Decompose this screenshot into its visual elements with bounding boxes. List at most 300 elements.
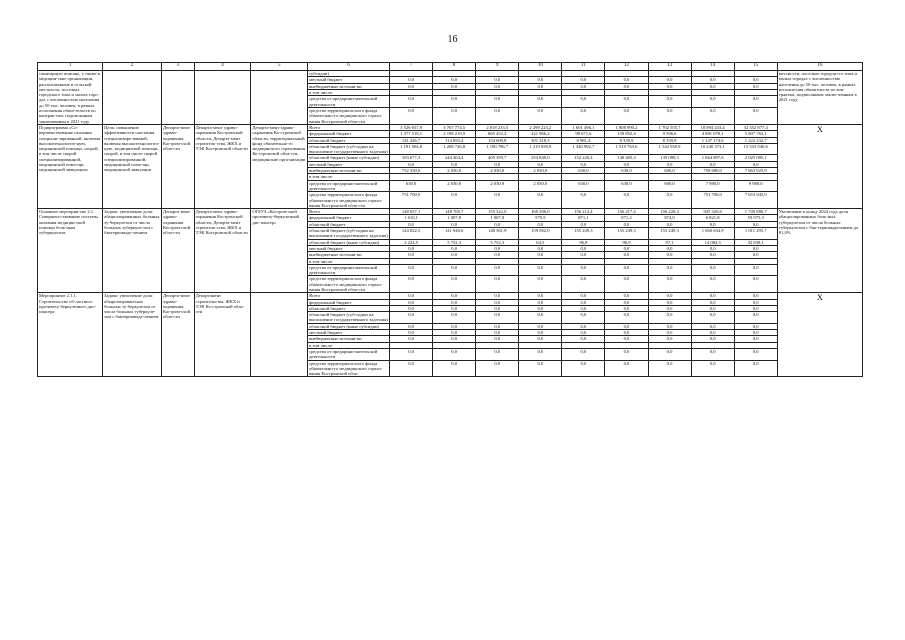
- amount-cell: 0,0: [562, 312, 605, 324]
- amount-cell: 139 089,3: [648, 155, 691, 161]
- amount-cell: 0,0: [519, 348, 562, 360]
- amount-cell: 2 030,0: [433, 168, 476, 174]
- column-number: 5: [251, 63, 308, 71]
- amount-cell: 2 030,0: [476, 180, 519, 192]
- amount-cell: 0,0: [433, 360, 476, 377]
- amount-cell: 152 220,4: [562, 155, 605, 161]
- column-number: 9: [476, 63, 519, 71]
- goal-cell: Цель: повышение эффективности ока-зания специализиро-ванной, включая высокотехнологич-ную, медицинской помощи, скорой, в том числе скорой специализированной, медицинской помо-щи, медицинской эвакуации: [103, 124, 162, 208]
- amount-cell: 0,0: [519, 192, 562, 209]
- amount-cell: 0,0: [562, 276, 605, 293]
- amount-cell: 0,0: [390, 305, 433, 311]
- amount-cell: 4 881 078,1: [691, 131, 734, 137]
- amount-cell: 0,0: [605, 336, 648, 342]
- amount-cell: 244 304,4: [433, 155, 476, 161]
- amount-cell: 5 807 763,1: [734, 131, 777, 137]
- amount-cell: 14 084,3: [691, 239, 734, 245]
- amount-cell: 871,2: [605, 215, 648, 221]
- amount-cell: 1 147 174,6: [691, 137, 734, 143]
- amount-cell: 148 700,7: [433, 209, 476, 215]
- amount-cell: 0,0: [648, 330, 691, 336]
- column-number: 12: [605, 63, 648, 71]
- amount-cell: 0,0: [390, 107, 433, 124]
- amount-cell: 0,0: [605, 330, 648, 336]
- amount-cell: 0,0: [519, 96, 562, 108]
- source-label: федеральный бюджет: [308, 215, 390, 221]
- amount-cell: 0,0: [691, 293, 734, 299]
- source-label: федеральный бюджет: [308, 299, 390, 305]
- amount-cell: 0,0: [433, 221, 476, 227]
- amount-cell: 1 377 519,1: [390, 131, 433, 137]
- amount-cell: 0,0: [476, 252, 519, 258]
- amount-cell: 0,0: [691, 221, 734, 227]
- amount-cell: 865 452,2: [476, 131, 519, 137]
- amount-cell: 0,0: [691, 264, 734, 276]
- amount-cell: 0,0: [519, 77, 562, 83]
- amount-cell: 0,0: [691, 305, 734, 311]
- column-number: 14: [691, 63, 734, 71]
- amount-cell: 0,0: [476, 305, 519, 311]
- source-label: субсидии): [308, 71, 390, 77]
- coordinator-cell: Департа-мент здраво-охранения Костром-ской обла-сти: [162, 293, 195, 377]
- amount-cell: 1 190 786,7: [476, 143, 519, 155]
- amount-cell: 159 562,0: [519, 228, 562, 240]
- amount-cell: 0,0: [433, 96, 476, 108]
- source-label: внебюджетные источни-ки: [308, 168, 390, 174]
- amount-cell: 2 030,0: [476, 168, 519, 174]
- amount-cell: 0,0: [648, 245, 691, 251]
- source-label: в том числе:: [308, 89, 390, 95]
- amount-cell: 925 320,6: [691, 209, 734, 215]
- amount-cell: 0,0: [734, 96, 777, 108]
- amount-cell: 0,0: [734, 245, 777, 251]
- amount-cell: 0,0: [605, 77, 648, 83]
- source-label: средства территориаль-ного фонда обязательно-го медицинского страхо-вания Костромской обла-сти: [308, 107, 390, 124]
- table-body: [38, 63, 863, 377]
- amount-cell: 0,0: [562, 161, 605, 167]
- amount-cell: 0,0: [648, 323, 691, 329]
- column-number: 2: [103, 63, 162, 71]
- amount-cell: 0,0: [691, 83, 734, 89]
- amount-cell: 0,0: [433, 348, 476, 360]
- source-label: областной бюджет (суб-сидии на выполнение государственного зада-ния): [309, 312, 388, 323]
- amount-cell: 1 222 232,7: [734, 137, 777, 143]
- column-number: 6: [308, 63, 390, 71]
- amount-cell: 3 767 774,5: [433, 124, 476, 130]
- amount-cell: 2 818 233,5: [476, 124, 519, 130]
- amount-cell: 0,0: [734, 360, 777, 377]
- column-number: 13: [648, 63, 691, 71]
- amount-cell: 0,0: [562, 293, 605, 299]
- amount-cell: 0,0: [605, 192, 648, 209]
- amount-cell: 32 352 877,4: [734, 124, 777, 130]
- amount-cell: 0,0: [691, 360, 734, 377]
- amount-cell: 630,0: [390, 180, 433, 192]
- amount-cell: 2 030,0: [433, 180, 476, 192]
- amount-cell: 0,0: [433, 336, 476, 342]
- amount-cell: 0,0: [648, 293, 691, 299]
- amount-cell: 2 299 223,2: [519, 124, 562, 130]
- source-label: областной бюджет (иные субсидии): [308, 239, 390, 245]
- amount-cell: 1 007,8: [433, 215, 476, 221]
- amount-cell: 155 249,3: [648, 228, 691, 240]
- amount-cell: 0,0: [691, 276, 734, 293]
- amount-cell: 0,0: [433, 77, 476, 83]
- amount-cell: 3 526 657,9: [390, 124, 433, 130]
- amount-cell: 0,0: [390, 252, 433, 258]
- amount-cell: 0,0: [476, 293, 519, 299]
- amount-cell: 0,0: [734, 293, 777, 299]
- amount-cell: 0,0: [734, 77, 777, 83]
- amount-cell: 7 653 945,9: [734, 192, 777, 209]
- column-number: 8: [433, 63, 476, 71]
- amount-cell: 2 224,5: [390, 239, 433, 245]
- amount-cell: 0,0: [734, 312, 777, 324]
- amount-cell: 0,0: [562, 221, 605, 227]
- amount-cell: 0,0: [390, 330, 433, 336]
- amount-cell: 0,0: [648, 264, 691, 276]
- coordinator-cell: Департа-мент здраво-охранения Костром-ской обла-сти: [162, 124, 195, 208]
- amount-cell: 0,0: [605, 293, 648, 299]
- amount-cell: 0,0: [691, 161, 734, 167]
- amount-cell: 0,0: [605, 96, 648, 108]
- amount-cell: 0,0: [605, 299, 648, 305]
- amount-cell: 1 007,8: [476, 215, 519, 221]
- amount-cell: 0,0: [390, 264, 433, 276]
- amount-cell: 0,0: [390, 77, 433, 83]
- amount-cell: 0,0: [433, 161, 476, 167]
- amount-cell: 0,0: [390, 96, 433, 108]
- amount-cell: 0,0: [390, 83, 433, 89]
- amount-cell: 600,0: [648, 180, 691, 192]
- amount-cell: 155 322,0: [476, 209, 519, 215]
- amount-cell: 0,0: [519, 323, 562, 329]
- amount-cell: 0,0: [691, 77, 734, 83]
- column-number: 10: [519, 63, 562, 71]
- amount-cell: 0,0: [648, 276, 691, 293]
- amount-cell: 97,1: [648, 239, 691, 245]
- amount-cell: 0,0: [433, 312, 476, 324]
- amount-cell: 156 212,4: [562, 209, 605, 215]
- amount-cell: 0,0: [734, 348, 777, 360]
- amount-cell: 0,0: [562, 96, 605, 108]
- amount-cell: 0,0: [390, 299, 433, 305]
- amount-cell: 0,0: [519, 252, 562, 258]
- amount-cell: 0,0: [648, 305, 691, 311]
- amount-cell: 141 940,6: [433, 228, 476, 240]
- source-label: средства от предприни-мательской деятельности: [308, 264, 390, 276]
- source-label: внебюджетные источни-ки: [308, 252, 390, 258]
- source-label: областной бюджет (иные субсидии): [308, 155, 390, 161]
- amount-cell: 0,0: [433, 305, 476, 311]
- coordinator-cell: Департа-мент здраво-охранения Костром-ской обла-сти: [162, 209, 195, 293]
- amount-cell: 874,0: [648, 215, 691, 221]
- amount-cell: 0,0: [476, 96, 519, 108]
- amount-cell: 154 609,8: [476, 137, 519, 143]
- result-cell: местности, поселках городско-го типа и малых городах с численностью населения до 50 тыс. человек, в рамках исполне-ния обязательств по кон-трактам, подписанным заклю-ченным в 2021 году: [777, 71, 862, 125]
- amount-cell: 0,0: [691, 348, 734, 360]
- amount-cell: 0,0: [648, 348, 691, 360]
- amount-cell: 0,0: [390, 312, 433, 324]
- amount-cell: 0,0: [476, 161, 519, 167]
- amount-cell: 2 198 219,9: [433, 131, 476, 137]
- amount-cell: 0,0: [476, 221, 519, 227]
- amount-cell: 15 533 540,6: [734, 143, 777, 155]
- amount-cell: 0,0: [648, 252, 691, 258]
- source-label: областной бюджет: [308, 221, 390, 227]
- amount-cell: 0,0: [390, 348, 433, 360]
- source-label: средства территориаль-ного фонда обязательно-го медицинского страхо-вания Костромской обла-сти: [308, 276, 390, 293]
- amount-cell: 0,0: [433, 299, 476, 305]
- amount-cell: 0,0: [648, 107, 691, 124]
- amount-cell: 0,0: [648, 312, 691, 324]
- source-label: областной бюджет: [308, 137, 390, 143]
- amount-cell: 0,0: [648, 192, 691, 209]
- amount-cell: 0,0: [476, 77, 519, 83]
- amount-cell: 0,0: [476, 192, 519, 209]
- amount-cell: 0,0: [562, 330, 605, 336]
- amount-cell: 10 240 373,1: [691, 143, 734, 155]
- amount-cell: 0,0: [605, 276, 648, 293]
- column-number: 7: [390, 63, 433, 71]
- goal-cell: Задача: увеличение доли абациллирован-ных больных ту-беркулезом от числа больных туберкуле-зом с бактериовыде-лением: [103, 293, 162, 377]
- amount-cell: 0,0: [734, 276, 777, 293]
- amount-cell: 1 610,1: [390, 215, 433, 221]
- source-label: внебюджетные источни-ки: [308, 336, 390, 342]
- amount-cell: 0,0: [562, 360, 605, 377]
- amount-cell: 0,0: [390, 276, 433, 293]
- amount-cell: 0,0: [433, 323, 476, 329]
- amount-cell: 0,0: [734, 221, 777, 227]
- amount-cell: 579,5: [519, 215, 562, 221]
- column-number: 16: [777, 63, 862, 71]
- amount-cell: 0,0: [734, 299, 777, 305]
- amount-cell: 2 030,0: [519, 180, 562, 192]
- amount-cell: 0,0: [476, 107, 519, 124]
- amount-cell: 155 249,3: [605, 228, 648, 240]
- amount-cell: 0,0: [390, 161, 433, 167]
- source-label: Всего: [308, 209, 390, 215]
- participant-cell: [251, 293, 308, 377]
- amount-cell: 0,0: [605, 83, 648, 89]
- amount-cell: 0,0: [691, 96, 734, 108]
- amount-cell: 114 093,4: [433, 137, 476, 143]
- source-label: областной бюджет (иные субсидии): [308, 323, 390, 329]
- amount-cell: 0,0: [519, 161, 562, 167]
- program-name-cell: Мероприятие 2.1.1. Строительство об-ластного противоту-беркулезного дис-пансера: [38, 293, 103, 377]
- source-label: средства от предприни-мательской деятельности: [308, 348, 390, 360]
- amount-cell: 630,0: [605, 168, 648, 174]
- amount-cell: 0,0: [519, 330, 562, 336]
- amount-cell: 5 752,3: [433, 239, 476, 245]
- amount-cell: 2 025 085,1: [734, 155, 777, 161]
- amount-cell: 0,0: [433, 192, 476, 209]
- amount-cell: 0,0: [562, 83, 605, 89]
- amount-cell: 0,0: [691, 336, 734, 342]
- amount-cell: 0,0: [605, 221, 648, 227]
- amount-cell: 0,0: [390, 221, 433, 227]
- amount-cell: 156 217,4: [605, 209, 648, 215]
- result-cell: X: [777, 124, 862, 208]
- amount-cell: 18 894 433,4: [691, 124, 734, 130]
- amount-cell: 0,0: [605, 264, 648, 276]
- amount-cell: 32 838,1: [734, 239, 777, 245]
- participant-cell: ОГБУЗ «Костром-ской противоту-беркулезный дис-пансер»: [251, 209, 308, 293]
- amount-cell: 0,0: [734, 107, 777, 124]
- amount-cell: 0,0: [734, 336, 777, 342]
- empty-cell: [194, 71, 251, 125]
- amount-cell: 0,0: [734, 83, 777, 89]
- measure-name-cell: санитарную помощь, у также в медицин-ские организации, расположенные в сельской местности, поселках городского типа и малых горо-дах с численностью населения до 50 тыс. человек, в рамках исполнения обяза-тельств по контрак-там, подписанным заключенным в 2021 году: [38, 71, 103, 125]
- amount-cell: 0,0: [476, 276, 519, 293]
- amount-cell: 0,0: [519, 299, 562, 305]
- amount-cell: 0,0: [734, 252, 777, 258]
- amount-cell: 254 849,0: [519, 155, 562, 161]
- amount-cell: 0,0: [476, 312, 519, 324]
- source-label: областной бюджет (суб-сидии на выполнение государственного зада-ния): [309, 228, 388, 239]
- source-label: местный бюджет: [308, 161, 390, 167]
- amount-cell: 1 219 059,9: [519, 143, 562, 155]
- amount-cell: 6 821,8: [691, 215, 734, 221]
- amount-cell: 1 208 726,8: [433, 143, 476, 155]
- amount-cell: 0,0: [519, 276, 562, 293]
- amount-cell: 871,1: [562, 215, 605, 221]
- amount-cell: 0,0: [691, 330, 734, 336]
- column-number-row: [38, 63, 863, 71]
- result-cell: X: [777, 293, 862, 377]
- executor-cell: Департа-мент здраво-охранения Костромской области, Департа-мент строитель-ства, ЖКХ и ТЭК Костромской области: [194, 124, 251, 208]
- amount-cell: 751 700,0: [691, 192, 734, 209]
- result-cell: Увеличение к концу 2024 года доли абациллированных боль-ных туберкулезом от числа больных туберкулезом с бак-териовыделением до 81,0%: [777, 209, 862, 293]
- amount-cell: 0,0: [519, 312, 562, 324]
- amount-cell: 0,0: [562, 299, 605, 305]
- source-label: областной бюджет: [308, 305, 390, 311]
- amount-cell: 0,0: [734, 323, 777, 329]
- amount-cell: 0,0: [605, 360, 648, 377]
- amount-cell: 0,0: [519, 245, 562, 251]
- amount-cell: 0,0: [476, 330, 519, 336]
- amount-cell: 1 808 990,2: [605, 124, 648, 130]
- amount-cell: 0,0: [691, 245, 734, 251]
- amount-cell: 0,0: [519, 293, 562, 299]
- amount-cell: 0,0: [433, 264, 476, 276]
- amount-cell: 8 339,9: [648, 137, 691, 143]
- amount-cell: 0,0: [648, 221, 691, 227]
- amount-cell: 148 657,1: [390, 209, 433, 215]
- amount-cell: 0,0: [605, 107, 648, 124]
- amount-cell: 1 664 897,6: [691, 155, 734, 161]
- budget-table: [37, 62, 863, 377]
- amount-cell: 0,0: [734, 305, 777, 311]
- amount-cell: 0,0: [562, 107, 605, 124]
- amount-cell: 0,0: [433, 252, 476, 258]
- amount-cell: 0,0: [390, 360, 433, 377]
- amount-cell: 752 330,0: [390, 168, 433, 174]
- amount-cell: 0,0: [691, 107, 734, 124]
- amount-cell: 0,0: [562, 336, 605, 342]
- amount-cell: 751 700,0: [390, 192, 433, 209]
- source-label: средства от предприни-мательской деятельности: [308, 180, 390, 192]
- source-label: Всего: [308, 124, 390, 130]
- amount-cell: 140 405,3: [605, 155, 648, 161]
- amount-cell: 221 966,2: [519, 131, 562, 137]
- amount-cell: 0,0: [562, 348, 605, 360]
- executor-cell: Департамент строительства, ЖКХ и ТЭК Ко-стромской обла-сти: [194, 293, 251, 377]
- amount-cell: 1 811 295,7: [734, 228, 777, 240]
- amount-cell: 0,0: [605, 312, 648, 324]
- amount-cell: 0,0: [476, 245, 519, 251]
- amount-cell: 0,0: [433, 330, 476, 336]
- amount-cell: 630,0: [562, 180, 605, 192]
- amount-cell: 59 975,3: [734, 215, 777, 221]
- amount-cell: 1 191 904,8: [390, 143, 433, 155]
- amount-cell: 0,0: [734, 330, 777, 336]
- amount-cell: 139 852,4: [605, 131, 648, 137]
- amount-cell: 0,0: [691, 312, 734, 324]
- amount-cell: 0,0: [648, 77, 691, 83]
- program-name-cell: Основное мероприя-тие 2.1. Совершен-ствование системы оказания медицин-ской помощи боль-ным туберкулезом: [38, 209, 103, 293]
- amount-cell: 0,0: [390, 245, 433, 251]
- amount-cell: 0,0: [562, 264, 605, 276]
- column-number: 15: [734, 63, 777, 71]
- source-label: местный бюджет: [308, 245, 390, 251]
- amount-cell: 8 339,9: [605, 137, 648, 143]
- amount-cell: 7 663 925,9: [734, 168, 777, 174]
- source-label: местный бюджет: [308, 330, 390, 336]
- source-label: областной бюджет (суб-сидии на выполнение государственного зада-ния): [309, 143, 388, 155]
- amount-cell: 148 561,9: [476, 228, 519, 240]
- amount-cell: 0,0: [648, 161, 691, 167]
- page-number: 16: [447, 34, 458, 45]
- amount-cell: 0,0: [476, 83, 519, 89]
- empty-cell: [162, 71, 195, 125]
- source-label: внебюджетные источни-ки: [308, 83, 390, 89]
- source-label: местный бюджет: [308, 77, 390, 83]
- amount-cell: 8 981,4: [562, 137, 605, 143]
- source-label: федеральный бюджет: [308, 131, 390, 137]
- source-label: в том числе:: [308, 342, 390, 348]
- amount-cell: 0,0: [433, 276, 476, 293]
- amount-cell: 0,0: [519, 360, 562, 377]
- amount-cell: 0,0: [519, 264, 562, 276]
- amount-cell: 0,0: [691, 299, 734, 305]
- amount-cell: 1 060 634,9: [691, 228, 734, 240]
- amount-cell: 0,0: [605, 348, 648, 360]
- amount-cell: 0,0: [476, 336, 519, 342]
- amount-cell: 0,0: [734, 161, 777, 167]
- amount-cell: 0,0: [433, 293, 476, 299]
- amount-cell: 0,0: [476, 323, 519, 329]
- amount-cell: 501 318,3: [519, 137, 562, 143]
- amount-cell: 0,0: [648, 83, 691, 89]
- source-label: Всего: [308, 293, 390, 299]
- amount-cell: 156 220,4: [648, 209, 691, 215]
- amount-cell: 103 677,3: [390, 155, 433, 161]
- amount-cell: 0,0: [390, 293, 433, 299]
- goal-cell: Задача: увеличение доли абациллированных больных ту-беркулезом от числа больных туберкуле-зом с бактериовыде-лением: [103, 209, 162, 293]
- amount-cell: 2 030,0: [519, 168, 562, 174]
- executor-cell: Департа-мент здраво-охранения Костромской области, Департа-мент строитель-ства, ЖКХ и ТЭК Костромской области: [194, 209, 251, 293]
- amount-cell: 0,0: [562, 245, 605, 251]
- amount-cell: 0,0: [519, 83, 562, 89]
- amount-cell: 144 822,5: [390, 228, 433, 240]
- amount-cell: 0,0: [519, 305, 562, 311]
- column-number: 11: [562, 63, 605, 71]
- amount-cell: 0,0: [648, 360, 691, 377]
- amount-cell: 96,9: [605, 239, 648, 245]
- amount-cell: 405 359,7: [476, 155, 519, 161]
- source-label: в том числе:: [308, 174, 390, 180]
